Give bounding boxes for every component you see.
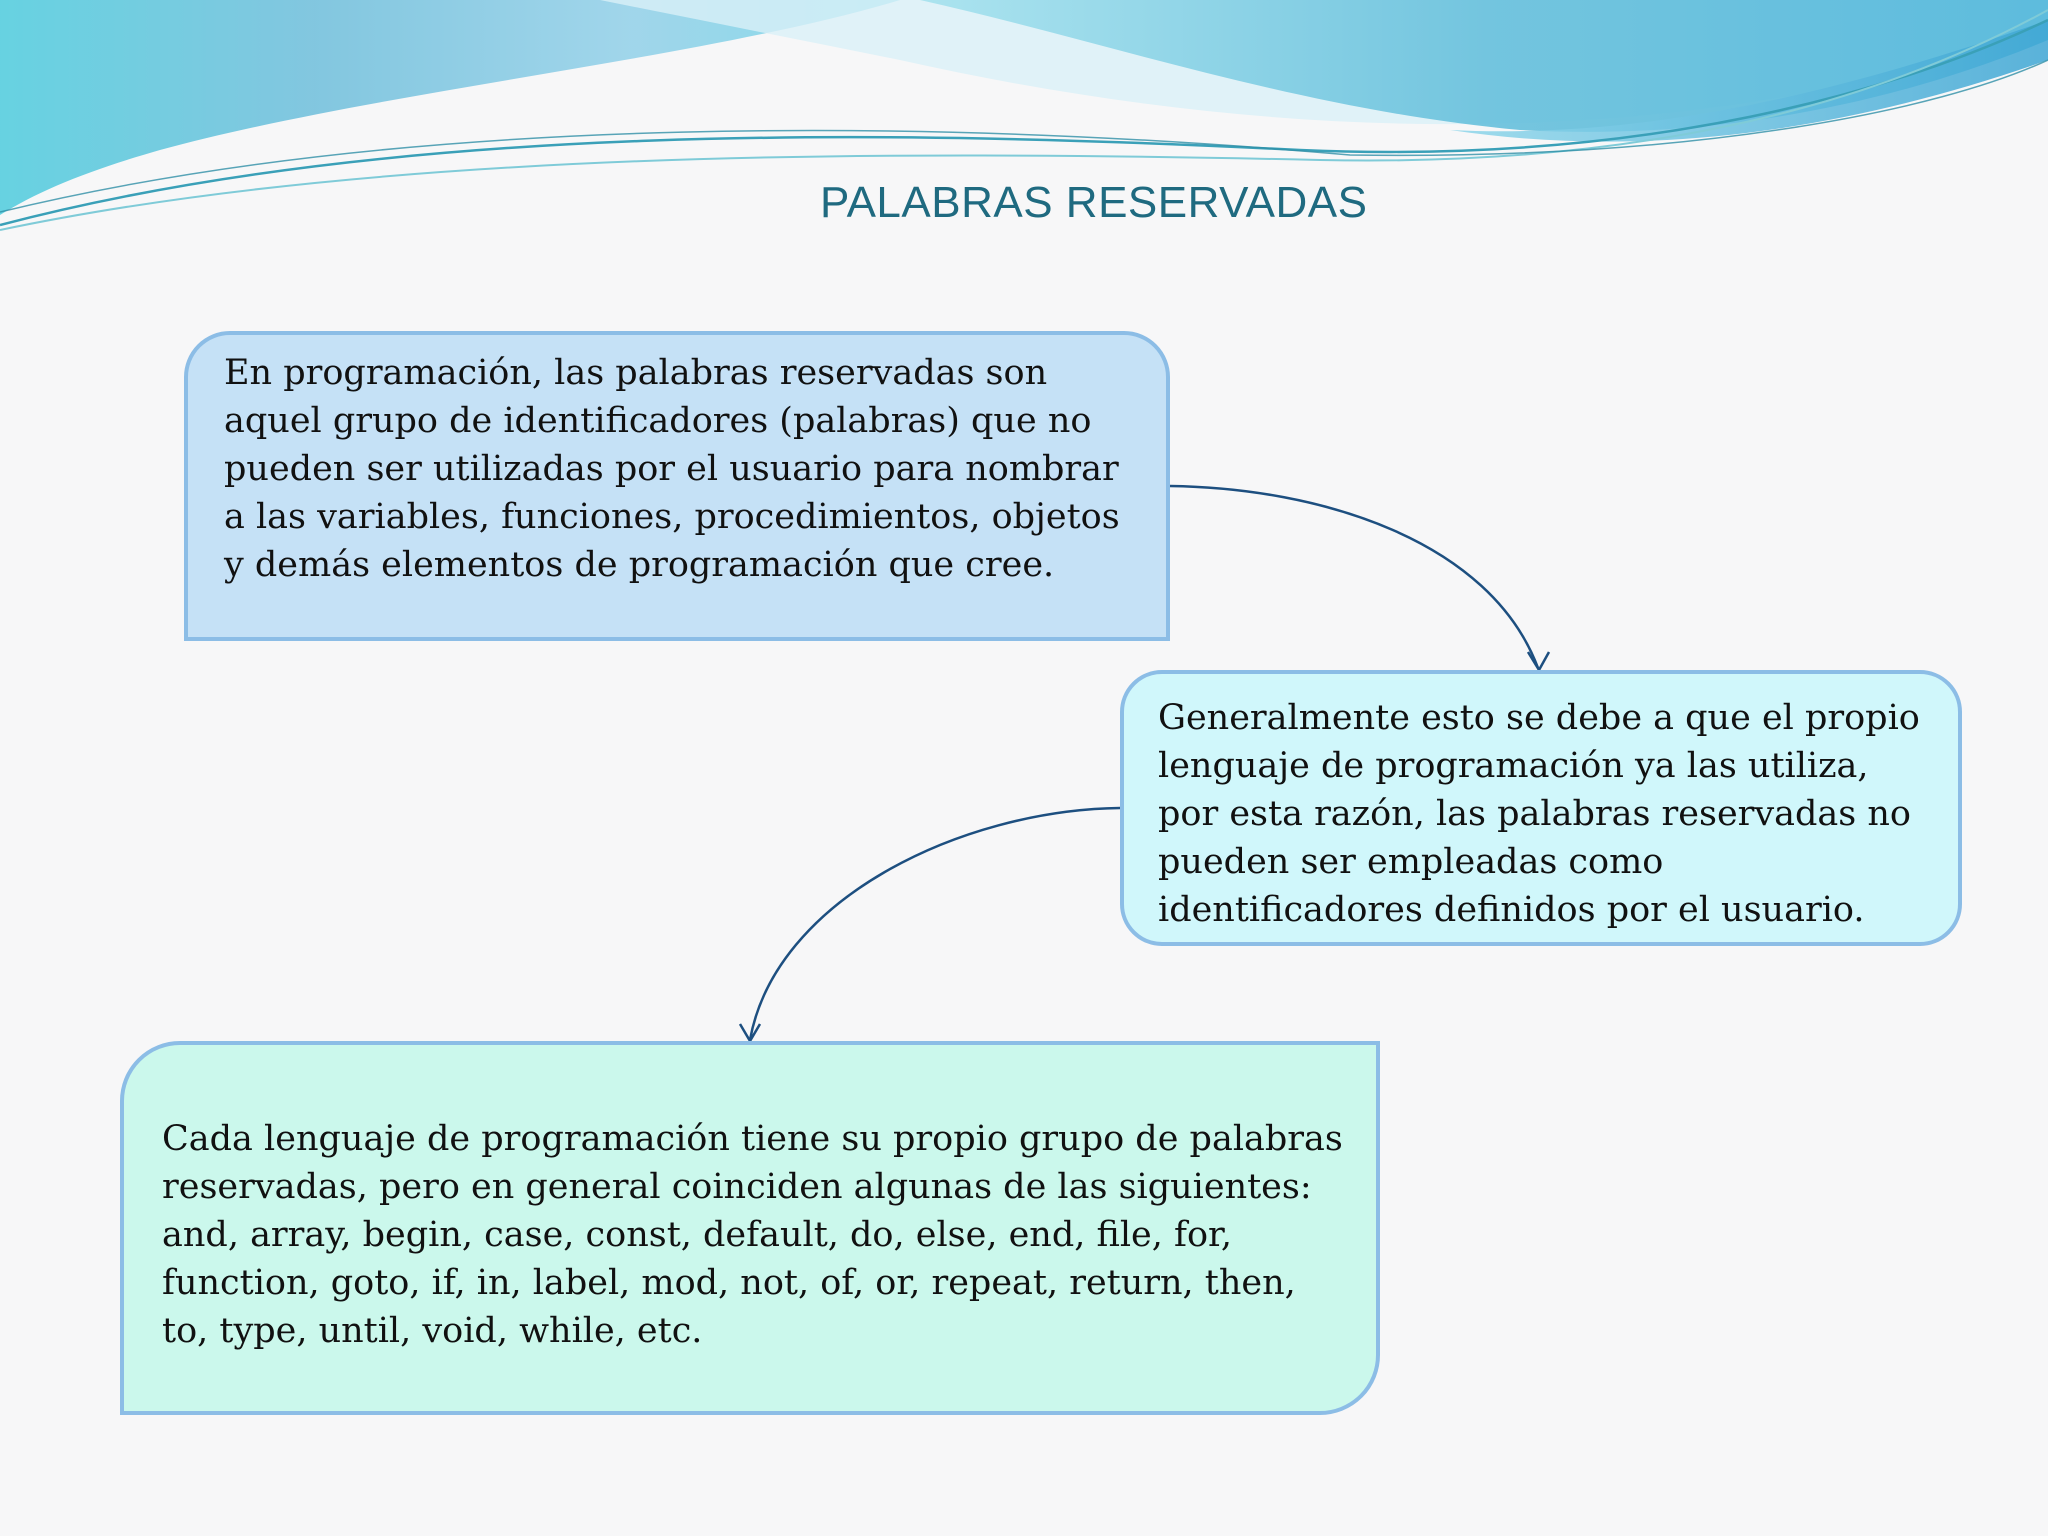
examples-text: Cada lenguaje de programación tiene su propio grupo de palabras reservadas, pero en general coinciden algunas de las siguientes: and, array, begin, case, const, default, do, else, end, file, for, function, goto, if, in, label, mod, not, of, or, repeat, return, then, to, type, until, void, while, etc. xyxy=(162,1119,1343,1351)
examples-box xyxy=(120,1041,1380,1415)
slide-title: PALABRAS RESERVADAS xyxy=(820,178,1368,227)
reason-text: Generalmente esto se debe a que el propio lenguaje de programación ya las utiliza, por esta razón, las palabras reservadas no pueden ser empleadas como identificadores definidos por el usuario. xyxy=(1158,698,1920,930)
connector-arrow-1 xyxy=(1170,486,1538,668)
definition-text: En programación, las palabras reservadas son aquel grupo de identificadores (palabras) que no pueden ser utilizadas por el usuario para nombrar a las variables, funciones, procedimientos, objetos y demás elementos de programación que cree. xyxy=(224,353,1120,585)
connector-arrow-2 xyxy=(750,808,1120,1040)
reason-box xyxy=(1120,670,1962,946)
definition-box xyxy=(184,331,1170,641)
